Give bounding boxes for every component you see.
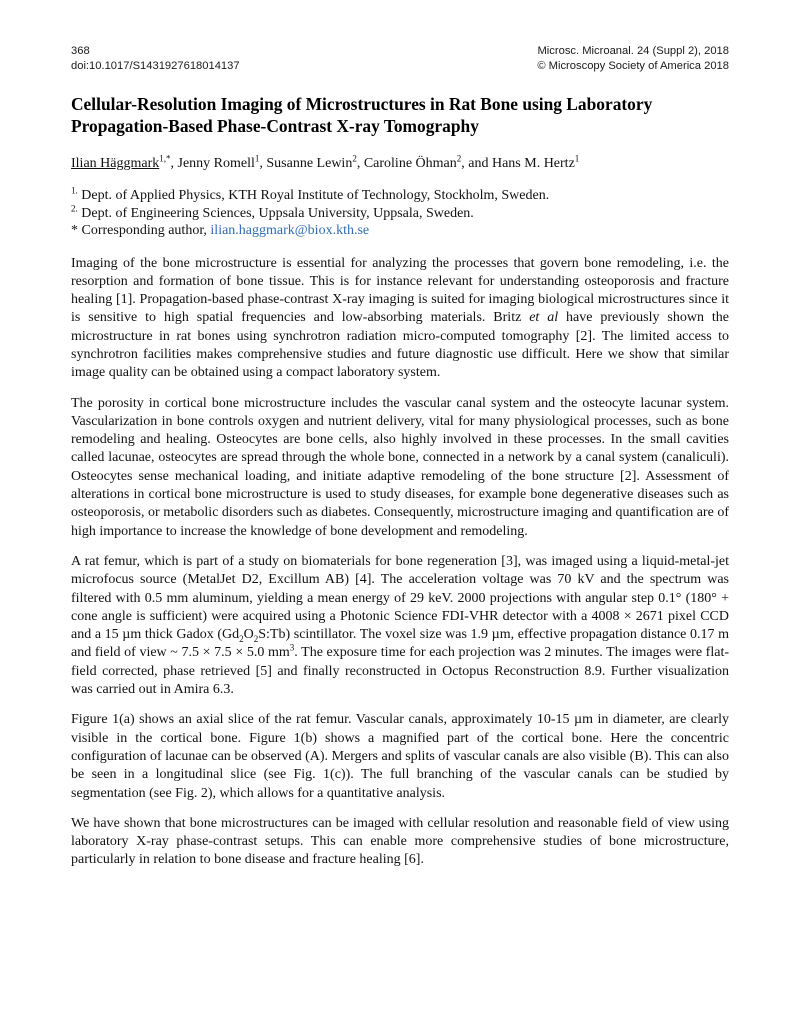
corresponding-label: * Corresponding author, xyxy=(71,223,211,238)
paragraph-methods xyxy=(71,553,729,699)
author-name: Susanne Lewin xyxy=(266,156,353,171)
title-line-1: Cellular-Resolution Imaging of Microstructures in Rat Bone using Laboratory xyxy=(71,94,653,114)
doi: doi:10.1017/S1431927618014137 xyxy=(71,59,240,72)
author-name: Jenny Romell xyxy=(177,156,255,171)
separator: , xyxy=(170,156,178,171)
author-affiliation-marker: 2 xyxy=(352,153,357,164)
text-run: Imaging of the bone microstructure is essential for analyzing the processes that govern bone remodeling, i.e. the resorption and formation of bone tissue. This is for instance relevant for understanding osteoporosis and fracture healing [1]. Propagation-based phase-contrast X-ray imaging is suited for imaging biological microstructures since it is sensitive to high spatial frequencies and low-absorbing materials. Britz xyxy=(71,255,729,326)
title-line-2: Propagation-Based Phase-Contrast X-ray Tomography xyxy=(71,115,479,136)
email-link[interactable]: ilian.haggmark@biox.kth.se xyxy=(210,223,370,238)
author-name: Ilian Häggmark xyxy=(71,156,160,171)
subscript: 2 xyxy=(239,633,244,644)
separator: , and xyxy=(461,156,492,171)
page-number: 368 xyxy=(71,45,90,57)
affiliation-marker: 1. xyxy=(71,185,78,196)
author-affiliation-marker: 1 xyxy=(574,153,580,164)
affiliation-1 xyxy=(71,187,729,205)
author-affiliation-marker: 1,* xyxy=(159,153,171,164)
affiliations xyxy=(71,187,729,240)
journal-citation: Microsc. Microanal. 24 (Suppl 2), 2018 xyxy=(537,45,729,57)
copyright-notice: © Microscopy Society of America 2018 xyxy=(537,59,729,72)
page-header xyxy=(71,44,729,73)
paragraph-results: Figure 1(a) shows an axial slice of the rat femur. Vascular canals, approximately 10-15 µm in diameter, are clearly visible in the cortical bone. Figure 1(b) shows a magnified part of the cortical bone. Here the concentric configuration of lacunae can be observed (A). Mergers and splits of vascular canals are also visible (B). This can also be seen in a longitudinal slice (see Fig. 1(c)). The full branching of the vascular canals can be studied by segmentation (see Fig. 2), which allows for a quantitative analysis. xyxy=(71,712,729,801)
author-name: Caroline Öhman xyxy=(363,156,457,171)
affiliation-2 xyxy=(71,202,729,223)
affiliation-marker: 2. xyxy=(71,202,78,213)
author-list xyxy=(71,155,729,173)
author-affiliation-marker: 1 xyxy=(254,153,260,164)
text-run: have previously shown the microstructure in rat bones using synchrotron radiation micro-computed tomography [2]. The limited access to synchrotron facilities makes comprehensive studies and future diagnostic use difficult. Here we show that similar image quality can be obtained using a compact laboratory system. xyxy=(71,310,729,381)
paragraph-conclusion: We have shown that bone microstructures can be imaged with cellular resolution and reasonable field of view using laboratory X-ray phase-contrast setups. This can enable more comprehensive studies of bone microstructure, particularly in relation to bone disease and fracture healing [6]. xyxy=(71,815,729,868)
superscript: 3 xyxy=(289,642,295,653)
header-right xyxy=(537,44,729,73)
corresponding-author xyxy=(71,222,729,240)
paper-title xyxy=(71,94,729,137)
affiliation-text: Dept. of Applied Physics, KTH Royal Institute of Technology, Stockholm, Sweden. xyxy=(77,188,550,203)
text-run: S:Tb) scintillator. The voxel size was 1.9 µm, effective propagation distance 0.17 m and field of view ~ 7.5 × 7.5 × 5.0 mm xyxy=(71,627,729,661)
header-left xyxy=(71,44,240,73)
affiliation-text: Dept. of Engineering Sciences, Uppsala University, Uppsala, Sweden. xyxy=(77,205,474,221)
author-affiliation-marker: 2 xyxy=(456,153,462,164)
text-run: O xyxy=(243,627,254,643)
separator: , xyxy=(259,156,267,171)
text-run: . The exposure time for each projection was 2 minutes. The images were flat-field corrected, phase retrieved [5] and finally reconstructed in Octopus Reconstruction 8.9. Further visualization was carried out in Amira 6.3. xyxy=(71,645,729,698)
subscript: 2 xyxy=(253,633,259,644)
paragraph-porosity: The porosity in cortical bone microstructure includes the vascular canal system and the osteocyte lacunar system. Vascularization in bone controls oxygen and nutrient delivery, vital for many physiological processes, such as bone remodeling and healing. Osteocytes are bone cells, also highly involved in these processes. In the small cavities called lacunae, osteocytes are spread through the whole bone, connected in a network by a canal system (canaliculi). Osteocytes sense mechanical loading, and initiate adaptive remodeling of the bone structure [2]. Assessment of alterations in cortical bone microstructure is used to study diseases, for example bone degenerative diseases such as osteoporosis, or metabolic disorders such as diabetes. Consequently, microstructure imaging and quantification are of high importance to increase the knowledge of bone development and remodeling. xyxy=(71,395,729,539)
separator: , xyxy=(356,156,364,171)
italic-text: et al xyxy=(529,310,559,326)
text-run: A rat femur, which is part of a study on biomaterials for bone regeneration [3], was imaged using a liquid-metal-jet microfocus source (MetalJet D2, Excillum AB) [4]. The acceleration voltage was 70 kV and the spectrum was filtered with 0.5 mm aluminum, yielding a mean energy of 29 keV. 2000 projections with angular step 0.1° (180° + cone angle is sufficient) were acquired using a Photonic Science FDI-VHR detector with a 4008 × 2671 pixel CCD and a 15 µm thick Gadox (Gd xyxy=(71,553,729,643)
paragraph-introduction xyxy=(71,255,729,383)
paper-page xyxy=(71,44,729,870)
author-name: Hans M. Hertz xyxy=(491,156,575,171)
